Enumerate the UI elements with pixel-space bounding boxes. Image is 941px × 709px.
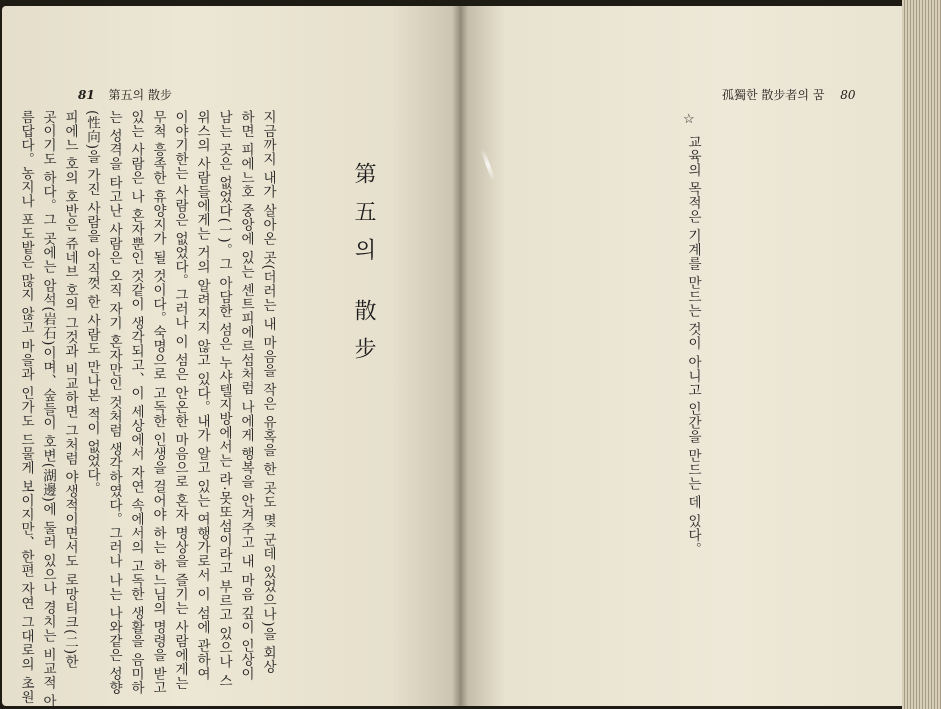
left-running-head: 第五의 散步 — [108, 88, 172, 102]
text-column-4: 위스의 사람들에게는 거의 알려지지 않고 있다。내가 알고 있는 여행가로서 이 섬에 관하여 — [194, 110, 210, 681]
chapter-title: 第五의 散步 — [351, 162, 376, 375]
text-column-12: 름답다。농지나 포도밭은 많지 않고 마을과 인가도 드물게 보이지만、한편 자연 그대로의 초원 — [18, 110, 34, 704]
text-column-9: (性向)을 가진 사람을 아직껏 한 사람도 만나본 적이 없었다。 — [84, 110, 100, 496]
text-column-7: 있는 사람은 나 혼자뿐인 것같이 생각되고、이 세상에서 자연 속에서의 고독한 생활을 음미하 — [128, 110, 144, 695]
book-gutter — [452, 6, 468, 706]
text-column-3: 남는 곳은 없었다(一)。그 아담한 섬은 누샤텔지방에서는 라·못또섬이라고 부르고 있으나 스 — [216, 110, 232, 688]
star-icon: ☆ — [683, 112, 695, 127]
text-column-11: 곳이기도 하다。그 곳에는 암석(岩石)이며、숲들이 호변(湖邊)에 둘러 있으나 경치는 비교적 아 — [40, 110, 56, 709]
text-column-10: 피에느 호의 호반은 쥬네브 호의 그것과 비교하면 그처럼 야생적이면서도 로망티크(二)한 — [62, 110, 78, 669]
right-running-head: 孤獨한 散步者의 꿈 — [722, 88, 825, 102]
text-column-2: 하면 피에느호 중앙에 있는 센트피에르섬처럼 나에게 행복을 안겨주고 내 마음 깊이 인상이 — [238, 110, 254, 681]
left-page-number: 81 — [78, 88, 95, 102]
right-page-number: 80 — [840, 88, 856, 102]
text-column-6: 무척 흥족한 휴양지가 될 것이다。숙명으로 고독한 인생을 걸어야 하는 하느님의 명령을 받고 — [150, 110, 166, 695]
left-running-header — [78, 86, 172, 103]
page-edges — [902, 0, 941, 709]
text-column-8: 는 성격을 타고난 사람은 오직 자기 혼자만인 것처럼 생각하였다。그러나 나는 나와같은 성향 — [106, 110, 122, 695]
text-column-1: 지금까지 내가 살아온 곳(더러는 내 마음을 작은 유혹을 한 곳도 몇 군데 있었으나)을 회상 — [260, 110, 276, 674]
text-column-5: 이야기한는 사람은 없었다。그러나 이 섬은 안온한 마음으로 혼자 명상을 즐기는 사람에게는 — [172, 110, 188, 690]
quote-column: 교육의 목적은 기계를 만드는 것이 아니고 인간을 만드는 데 있다。 — [685, 135, 701, 557]
right-running-header — [722, 86, 856, 103]
